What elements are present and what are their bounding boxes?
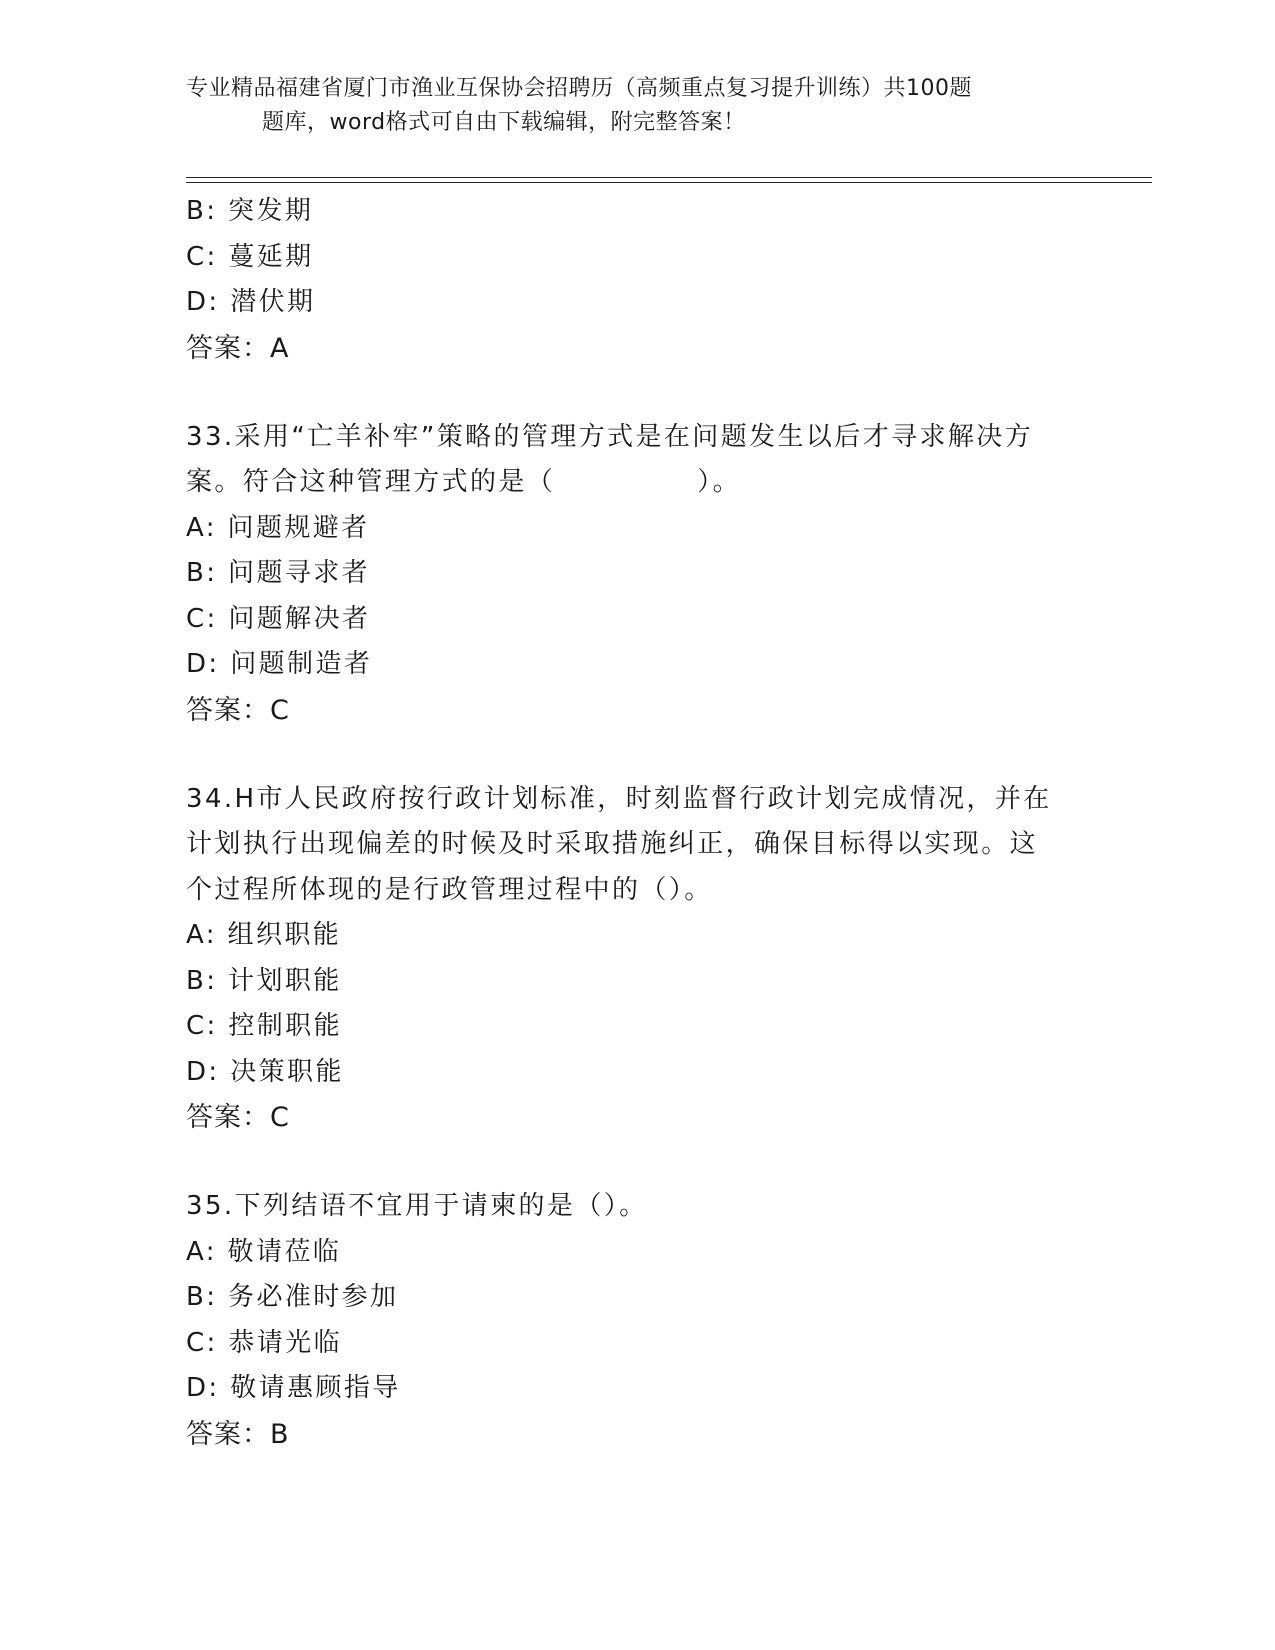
question-text-line: 计划执行出现偏差的时候及时采取措施纠正，确保目标得以实现。这 xyxy=(186,829,1039,859)
option-d: D: 潜伏期 xyxy=(186,287,316,317)
option-c: C: 恭请光临 xyxy=(186,1327,342,1358)
header-divider-top xyxy=(186,177,1152,178)
option-d: D: 决策职能 xyxy=(186,1056,344,1087)
option-b: B: 问题寻求者 xyxy=(186,558,371,588)
question-33 xyxy=(186,415,1086,734)
answer-line: 答案：A xyxy=(186,332,290,364)
question-text-line: 个过程所体现的是行政管理过程中的（）。 xyxy=(186,874,713,905)
option-a: A: 问题规避者 xyxy=(186,512,370,543)
option-b: B: 突发期 xyxy=(186,196,314,226)
question-text-line: 33.采用“亡羊补牢”策略的管理方式是在问题发生以后才寻求解决方 xyxy=(186,421,1034,452)
document-header xyxy=(186,72,1086,140)
option-c: C: 控制职能 xyxy=(186,1011,342,1041)
question-list xyxy=(186,189,1086,1458)
question-32-continued xyxy=(186,189,1086,372)
question-34 xyxy=(186,777,1086,1142)
option-c: C: 问题解决者 xyxy=(186,603,371,634)
header-divider-bottom xyxy=(186,182,1152,183)
option-a: A: 组织职能 xyxy=(186,920,342,950)
header-title-line-1: 专业精品福建省厦门市渔业互保协会招聘历（高频重点复习提升训练）共100题 xyxy=(186,76,972,101)
answer-line: 答案：C xyxy=(186,694,290,726)
option-c: C: 蔓延期 xyxy=(186,241,314,272)
question-35 xyxy=(186,1184,1086,1458)
option-d: D: 敬请惠顾指导 xyxy=(186,1373,401,1403)
option-b: B: 计划职能 xyxy=(186,965,342,996)
option-a: A: 敬请莅临 xyxy=(186,1236,342,1267)
answer-line: 答案：C xyxy=(186,1102,290,1133)
header-title-line-2: 题库，word格式可自由下载编辑，附完整答案！ xyxy=(262,110,746,135)
question-text-line: 34.H市人民政府按行政计划标准，时刻监督行政计划完成情况，并在 xyxy=(186,783,1052,814)
question-text-line: 案。符合这种管理方式的是（ ）。 xyxy=(186,467,742,497)
option-d: D: 问题制造者 xyxy=(186,649,373,679)
answer-line: 答案：B xyxy=(186,1418,290,1450)
option-b: B: 务必准时参加 xyxy=(186,1282,399,1312)
question-text-line: 35.下列结语不宜用于请柬的是（）。 xyxy=(186,1191,648,1221)
